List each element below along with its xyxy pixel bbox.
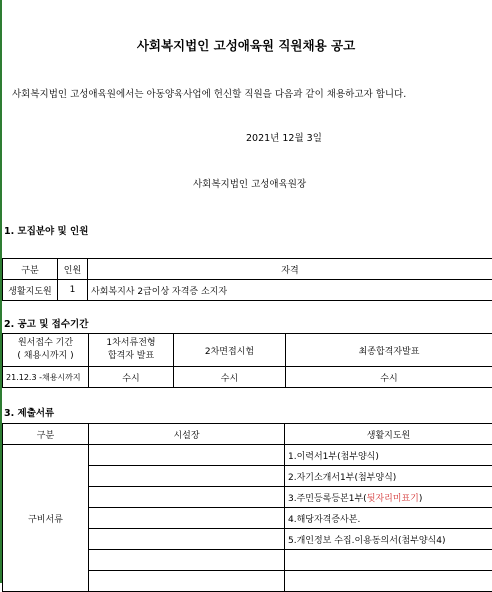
doc-item: 4.해당자격증사본. [288, 515, 360, 525]
cell-director-doc [89, 508, 285, 529]
header-text: ( 채용시까지 ) [6, 350, 85, 363]
cell-qualification: 사회복지사 2급이상 자격증 소지자 [88, 280, 492, 301]
header-text: 원서접수 기간 [6, 337, 85, 350]
header-count: 인원 [58, 259, 88, 280]
announcement-date: 2021년 12월 3일 [246, 130, 322, 144]
cell-count: 1 [58, 280, 88, 301]
schedule-table [2, 333, 492, 388]
header-qualification: 자격 [88, 259, 492, 280]
cell-director-doc [89, 487, 285, 508]
cell-interview: 수시 [174, 367, 286, 388]
recruitment-table [2, 258, 492, 301]
header-category: 구분 [3, 259, 58, 280]
section2-heading: 2. 공고 및 접수기간 [4, 316, 88, 330]
cell-caregiver-doc [285, 466, 492, 487]
cell-director-doc [89, 445, 285, 466]
section3-heading: 3. 제출서류 [4, 405, 54, 419]
table-row [3, 280, 492, 301]
header-final-announcement: 최종합격자발표 [286, 334, 492, 367]
cell-director-doc [89, 550, 285, 571]
cell-caregiver-doc [285, 445, 492, 466]
intro-paragraph: 사회복지법인 고성애육원에서는 아동양육사업에 헌신할 직원을 다음과 같이 채용하고자 합니다. [12, 86, 406, 100]
header-interview: 2차면접시험 [174, 334, 286, 367]
table-header-row [3, 424, 492, 445]
doc-item: 1.이력서1부(첨부양식) [288, 452, 379, 462]
cell-screening: 수시 [89, 367, 174, 388]
section1-heading: 1. 모집분야 및 인원 [4, 223, 88, 237]
header-text: 합격자 발표 [92, 350, 170, 363]
cell-director-doc [89, 529, 285, 550]
cell-caregiver-doc [285, 550, 492, 571]
table-header-row [3, 334, 492, 367]
issuer-name: 사회복지법인 고성애육원장 [193, 176, 306, 190]
doc-item: 3.주민등록등본1부( [288, 494, 367, 504]
doc-item: 5.개인정보 수집.이용동의서(첨부양식4) [288, 536, 445, 546]
header-text: 1차서류전형 [92, 337, 170, 350]
cell-caregiver-doc [285, 487, 492, 508]
cell-caregiver-doc [285, 571, 492, 592]
cell-final: 수시 [286, 367, 492, 388]
cell-period: 21.12.3 -채용시까지 [3, 367, 89, 388]
header-document-screening [89, 334, 174, 367]
header-category: 구분 [3, 424, 89, 445]
cell-caregiver-doc [285, 508, 492, 529]
doc-item-note: 뒷자리미표기 [367, 494, 419, 504]
cell-director-doc [89, 466, 285, 487]
document-title: 사회복지법인 고성애육원 직원채용 공고 [0, 36, 492, 54]
cell-required-documents: 구비서류 [3, 445, 89, 592]
header-caregiver: 생활지도원 [285, 424, 492, 445]
table-row [3, 367, 492, 388]
doc-item-tail: ) [419, 494, 423, 504]
cell-position: 생활지도원 [3, 280, 58, 301]
documents-table [2, 423, 492, 592]
header-application-period [3, 334, 89, 367]
doc-item: 2.자기소개서1부(첨부양식) [288, 473, 396, 483]
cell-caregiver-doc [285, 529, 492, 550]
table-row [3, 445, 492, 466]
cell-director-doc [89, 571, 285, 592]
header-director: 시설장 [89, 424, 285, 445]
table-header-row [3, 259, 492, 280]
